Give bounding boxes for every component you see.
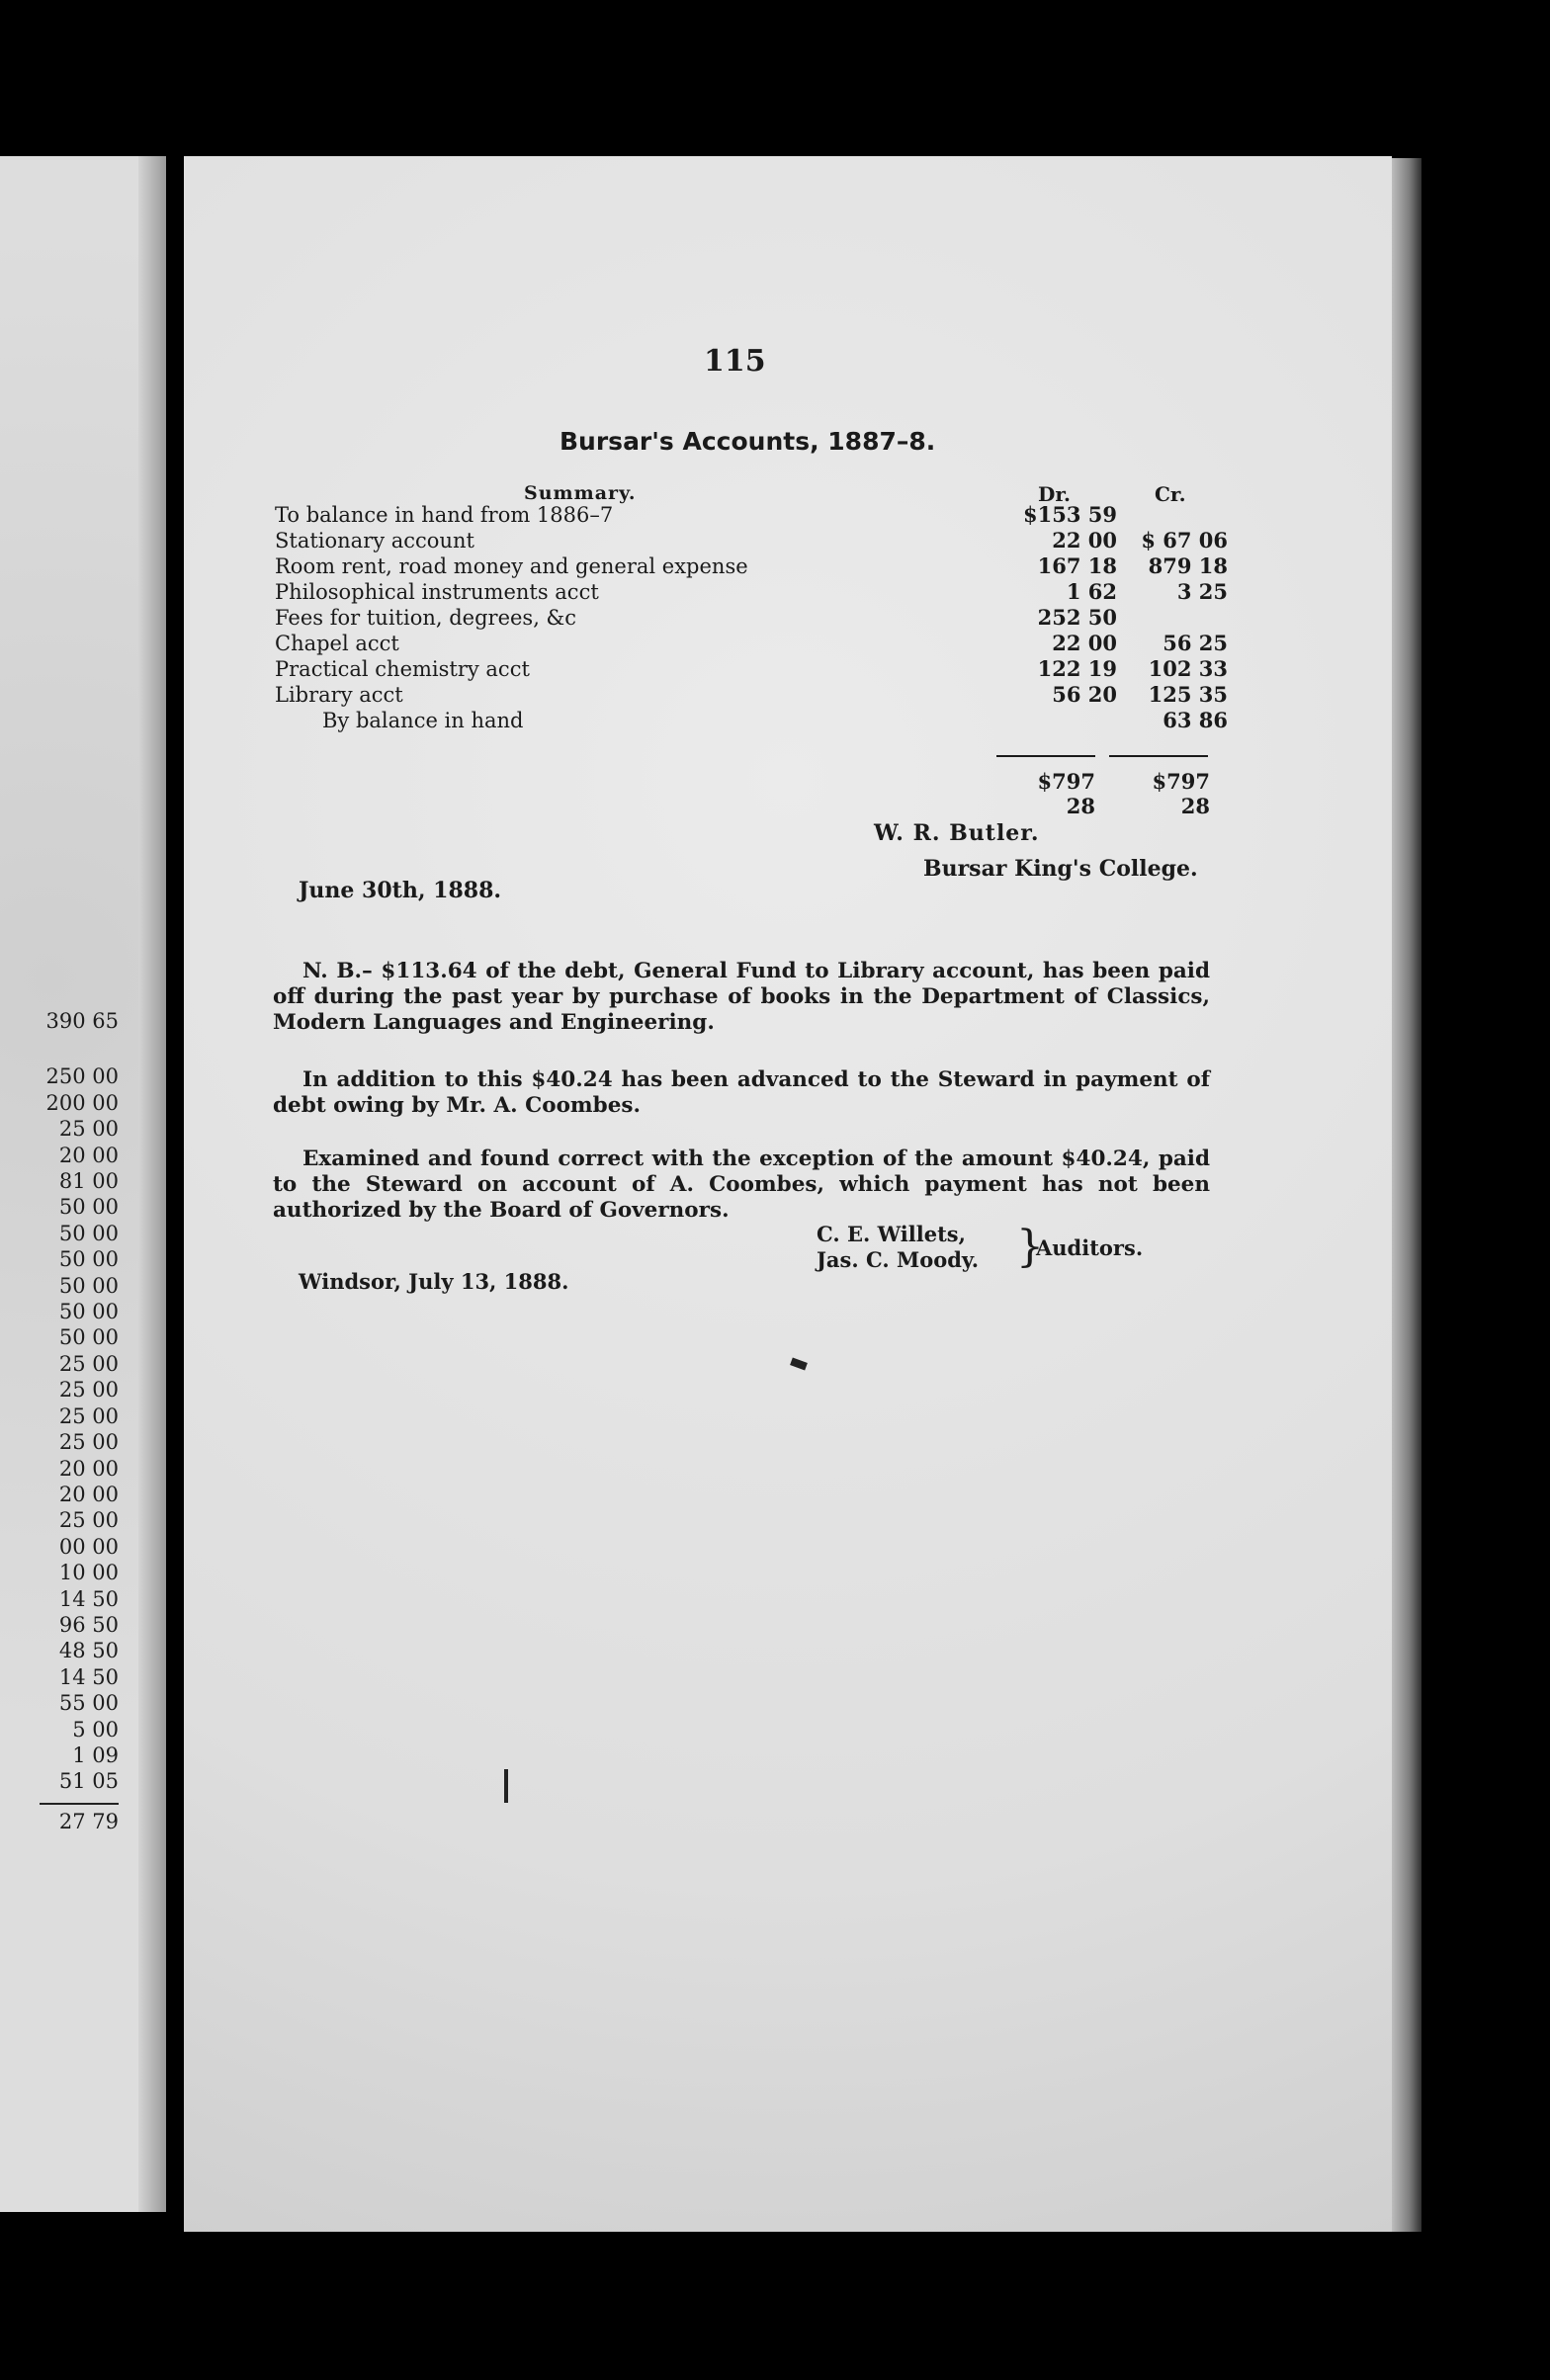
credit-amount: 63 86 [1162, 708, 1228, 732]
left-amount: 25 00 [58, 1378, 119, 1402]
left-total: 27 79 [58, 1809, 119, 1833]
ledger-description: By balance in hand [322, 709, 524, 732]
credit-amount: 125 35 [1148, 682, 1228, 707]
signer-name: W. R. Butler. [874, 820, 1040, 846]
left-amount: 25 00 [58, 1351, 119, 1376]
debit-amount: 22 00 [1052, 631, 1117, 655]
ledger-description: Stationary account [275, 529, 474, 552]
ledger-row [275, 553, 1228, 579]
ink-mark [504, 1769, 508, 1803]
ledger-description: Practical chemistry acct [275, 657, 530, 681]
ledger-row [275, 502, 1214, 528]
debit-amount: 56 20 [1052, 682, 1117, 707]
debit-amount: 167 18 [1037, 553, 1117, 578]
left-amount: 51 05 [58, 1769, 119, 1794]
debit-amount: 22 00 [1052, 528, 1117, 552]
left-amount: 390 65 [45, 1009, 119, 1033]
auditors-block [817, 1222, 1144, 1273]
audit-date: Windsor, July 13, 1888. [299, 1269, 569, 1294]
credit-amount: 879 18 [1148, 553, 1228, 578]
ledger-table [275, 502, 1228, 733]
total-rules [996, 755, 1208, 757]
debit-total: $797 28 [1037, 769, 1095, 818]
left-amount: 00 00 [58, 1534, 119, 1559]
left-amount: 10 00 [58, 1561, 119, 1585]
ledger-description: Room rent, road money and general expense [275, 554, 748, 578]
left-amount: 55 00 [58, 1691, 119, 1716]
debit-amount: 122 19 [1037, 656, 1117, 681]
page-number: 115 [704, 344, 766, 379]
left-amount: 20 00 [58, 1456, 119, 1481]
credit-amount: $ 67 06 [1141, 528, 1228, 552]
left-amount: 1 09 [72, 1742, 119, 1767]
brace-icon: } [1016, 1222, 1044, 1272]
left-amount: 200 00 [45, 1090, 119, 1115]
left-amount: 20 00 [58, 1482, 119, 1506]
left-amount: 25 00 [58, 1508, 119, 1533]
ledger-description: Philosophical instruments acct [275, 580, 599, 604]
left-amount: 25 00 [58, 1430, 119, 1455]
left-amount: 50 00 [58, 1247, 119, 1272]
ledger-row [275, 708, 1228, 733]
signer-title: Bursar King's College. [923, 856, 1198, 882]
ledger-row [275, 682, 1228, 708]
credit-total: $797 28 [1152, 769, 1210, 818]
left-amount: 50 00 [58, 1195, 119, 1220]
left-amount: 14 50 [58, 1586, 119, 1611]
left-amount: 250 00 [45, 1064, 119, 1089]
ledger-row [275, 605, 1214, 631]
ledger-description: To balance in hand from 1886–7 [275, 503, 614, 527]
nb-note: N. B.– $113.64 of the debt, General Fund to Library account, has been paid off during the past year by purchase of books in the Department of Classics, Modern Languages and Engineering. [273, 959, 1210, 1035]
left-amount: 50 00 [58, 1221, 119, 1245]
ledger-description: Fees for tuition, degrees, &c [275, 606, 577, 630]
left-amount: 50 00 [58, 1273, 119, 1298]
credit-column-header: Cr. [1155, 482, 1186, 506]
ledger-row [275, 656, 1228, 682]
left-amount: 14 50 [58, 1664, 119, 1689]
debit-amount: 252 50 [1037, 605, 1117, 630]
left-amount: 25 00 [58, 1117, 119, 1142]
left-amount: 25 00 [58, 1403, 119, 1428]
summary-label: Summary. [524, 482, 637, 504]
left-page-amounts [0, 1008, 119, 1834]
page-title: Bursar's Accounts, 1887–8. [560, 427, 936, 456]
ledger-row [275, 528, 1228, 553]
left-amount: 81 00 [58, 1169, 119, 1194]
credit-amount: 3 25 [1176, 579, 1228, 604]
auditor-name: C. E. Willets, [817, 1222, 966, 1246]
page-gutter [138, 156, 166, 2212]
left-amount: 96 50 [58, 1612, 119, 1637]
addition-note: In addition to this $40.24 has been advanced to the Steward in payment of debt owing by Mr. A. Coombes. [273, 1067, 1210, 1118]
credit-amount: 102 33 [1148, 656, 1228, 681]
page-edge [1392, 158, 1421, 2232]
left-amount: 50 00 [58, 1325, 119, 1350]
left-amount: 20 00 [58, 1143, 119, 1167]
debit-amount: 1 62 [1066, 579, 1117, 604]
ledger-row [275, 579, 1228, 605]
credit-amount: 56 25 [1162, 631, 1228, 655]
ledger-description: Chapel acct [275, 632, 399, 655]
left-amount: 48 50 [58, 1639, 119, 1663]
total-rule [40, 1803, 119, 1805]
statement-date: June 30th, 1888. [299, 878, 502, 903]
debit-column-header: Dr. [1038, 482, 1072, 506]
examined-note: Examined and found correct with the exception of the amount $40.24, paid to the Steward on account of A. Coombes, which payment has not been authorized by the Board of Governors. [273, 1147, 1210, 1223]
ledger-description: Library acct [275, 683, 403, 707]
auditors-role: Auditors. [1036, 1235, 1144, 1260]
debit-amount: $153 59 [1023, 502, 1117, 527]
ledger-row [275, 631, 1228, 656]
auditor-name: Jas. C. Moody. [817, 1247, 980, 1272]
left-amount: 5 00 [72, 1717, 119, 1742]
left-amount: 50 00 [58, 1300, 119, 1324]
